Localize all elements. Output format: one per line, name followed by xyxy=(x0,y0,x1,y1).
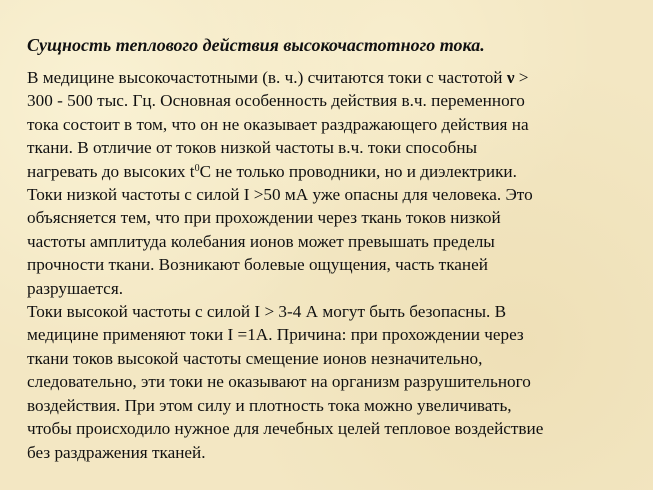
slide-body xyxy=(27,66,639,464)
text-line: без раздражения тканей. xyxy=(27,442,206,462)
text-line: тока состоит в том, что он не оказывает раздражающего действия на xyxy=(27,114,529,134)
text-line: ткани токов высокой частоты смещение ионов незначительно, xyxy=(27,348,483,368)
text-line xyxy=(27,160,639,183)
degree-superscript: 0 xyxy=(194,162,200,174)
text-line: следовательно, эти токи не оказывают на организм разрушительного xyxy=(27,372,531,392)
text-line: частоты амплитуда колебания ионов может превышать пределы xyxy=(27,231,495,251)
text-line: чтобы происходило нужное для лечебных целей тепловое воздействие xyxy=(27,419,544,439)
text-line: разрушается. xyxy=(27,278,124,298)
text-line: воздействия. При этом силу и плотность тока можно увеличивать, xyxy=(27,395,512,415)
text-line: Токи низкой частоты с силой I >50 мА уже опасны для человека. Это xyxy=(27,185,533,205)
text-line: Токи высокой частоты с силой I > 3-4 А могут быть безопасны. В xyxy=(27,302,507,322)
text-line: ткани. В отличие от токов низкой частоты в.ч. токи способны xyxy=(27,138,478,158)
text-fragment: > xyxy=(514,68,529,87)
text-line: медицине применяют токи I =1А. Причина: при прохождении через xyxy=(27,325,524,345)
text-fragment: В медицине высокочастотными (в. ч.) считаются токи с частотой xyxy=(27,68,507,87)
text-line: объясняется тем, что при прохождении через ткань токов низкой xyxy=(27,208,501,228)
text-fragment: нагревать до высоких t xyxy=(27,161,195,181)
text-fragment: С не только проводники, но и диэлектрики. xyxy=(199,161,517,181)
text-line: 300 - 500 тыс. Гц. Основная особенность действия в.ч. переменного xyxy=(27,91,525,111)
frequency-symbol: ν xyxy=(506,68,515,87)
text-line: прочности ткани. Возникают болевые ощущения, часть тканей xyxy=(27,255,488,275)
slide-title: Сущность теплового действия высокочастотного тока. xyxy=(27,35,485,55)
text-line xyxy=(27,66,639,89)
